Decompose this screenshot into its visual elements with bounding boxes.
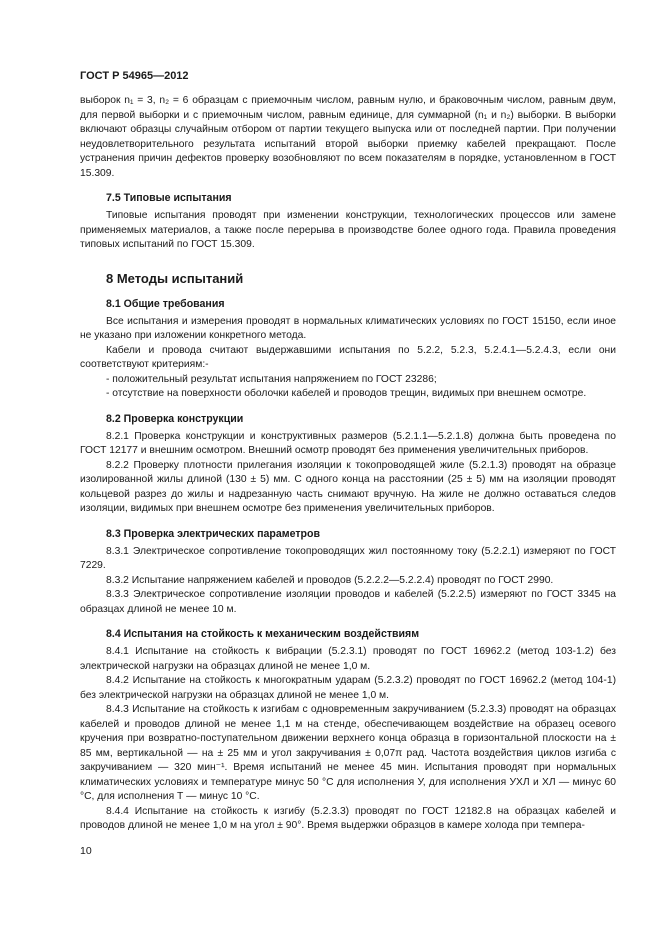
section-8-1-paragraph: Кабели и провода считают выдержавшими испытания по 5.2.2, 5.2.3, 5.2.4.1—5.2.4.3, если они соответствуют критериям:-: [80, 344, 616, 370]
document-header: ГОСТ Р 54965—2012: [80, 70, 189, 82]
section-8-4-paragraph: 8.4.3 Испытание на стойкость к изгибам с одновременным закручиванием (5.2.3.3) проводят на образцах кабелей и проводов длиной не менее 1,1 м на стенде, обеспечивающем воздействие на образец осевого кручения при возвратно-поступательном движении верхнего конца образца в горизонтальной плоскости на ± 85 мм, вертикальной — на ± 25 мм и угол закручивания ± 0,07π рад. Частота воздействия циклов изгиба с закручиванием — 320 мин⁻¹. Время испытаний не менее 45 мин. Испытания проводят при нормальных климатических условиях и температуре минус 50 °С для исполнения У, для исполнения УХЛ и ХЛ — минус 60 °С, для исполнения Т — минус 10 °С.: [80, 704, 616, 802]
criteria-list-item: - отсутствие на поверхности оболочки кабелей и проводов трещин, видимых при внешнем осмотре.: [106, 388, 587, 399]
document-body: [80, 94, 616, 834]
section-8-2-paragraph: 8.2.2 Проверку плотности прилегания изоляции к токопроводящей жиле (5.2.1.3) проводят на образце изолированной жилы длиной (130 ± 5) мм. С одного конца на расстоянии (25 ± 5) мм на изоляции проводят кольцевой разрез до жилы и надрезанную часть снимают вручную. На жиле не должно оставаться следов изоляции, видимых при внешнем осмотре без применения увеличительных приборов.: [80, 459, 616, 514]
criteria-list-item: - положительный результат испытания напряжением по ГОСТ 23286;: [106, 373, 437, 385]
page-number: 10: [80, 845, 92, 857]
section-8-3-paragraph: 8.3.1 Электрическое сопротивление токопроводящих жил постоянному току (5.2.2.1) измеряют по ГОСТ 7229.: [80, 545, 616, 571]
section-8-3-paragraph: 8.3.3 Электрическое сопротивление изоляции проводов и кабелей (5.2.2.5) измеряют по ГОСТ 3345 на образцах длиной не менее 10 м.: [80, 589, 616, 615]
criteria-list: [80, 373, 616, 402]
section-8-1-heading: 8.1 Общие требования: [106, 297, 225, 310]
section-8-4-paragraph: 8.4.4 Испытание на стойкость к изгибу (5.2.3.3) проводят по ГОСТ 12182.8 на образцах кабелей и проводов длиной не менее 1,0 м на угол ± 90°. Время выдержки образцов в камере холода при темпера-: [80, 805, 616, 831]
section-8-4-paragraph: 8.4.1 Испытание на стойкость к вибрации (5.2.3.1) проводят по ГОСТ 16962.2 (метод 103-1.2) без электрической нагрузки на образцах длиной не менее 1,0 м.: [80, 646, 616, 672]
section-8-heading: 8 Методы испытаний: [106, 270, 244, 286]
section-8-3-paragraph: 8.3.2 Испытание напряжением кабелей и проводов (5.2.2.2—5.2.2.4) проводят по ГОСТ 2990.: [106, 574, 554, 586]
section-8-1-paragraph: Все испытания и измерения проводят в нормальных климатических условиях по ГОСТ 15150, если иное не указано при изложении конкретного метода.: [80, 315, 616, 341]
section-8-4-heading: 8.4 Испытания на стойкость к механическим воздействиям: [106, 628, 420, 640]
section-7-5-heading: 7.5 Типовые испытания: [106, 192, 232, 204]
section-8-2-paragraph: 8.2.1 Проверка конструкции и конструктивных размеров (5.2.1.1—5.2.1.8) должна быть проведена по ГОСТ 12177 и внешним осмотром. Внешний осмотр проводят без применения увеличительных приборов.: [80, 430, 616, 456]
section-8-4-paragraph: 8.4.2 Испытание на стойкость к многократным ударам (5.2.3.2) проводят по ГОСТ 16962.2 (метод 104-1) без электрической нагрузки на образцах длиной не менее 1,0 м.: [80, 675, 616, 701]
intro-paragraph: выборок n₁ = 3, n₂ = 6 образцам с приемочным числом, равным нулю, и браковочным числом, равным двум, для первой выборки и с приемочным числом, равным единице, для суммарной (n₁ и n₂) выборки. В выборки включают образцы случайным отбором от партии текущего выпуска или от последней партии. При получении неудовлетворительного результата испытаний второй выборки приемку кабелей прекращают. После устранения причин дефектов проверку возобновляют по всем показателям в порядке, установленном в ГОСТ 15.309.: [80, 95, 616, 179]
section-8-2-heading: 8.2 Проверка конструкции: [106, 412, 244, 425]
section-7-5-paragraph: Типовые испытания проводят при изменении конструкции, технологических процессов или замене применяемых материалов, а также после перерыва в производстве более одного года. Правила проведения типовых испытаний по ГОСТ 15.309.: [80, 210, 616, 250]
section-8-3-heading: 8.3 Проверка электрических параметров: [106, 527, 320, 540]
